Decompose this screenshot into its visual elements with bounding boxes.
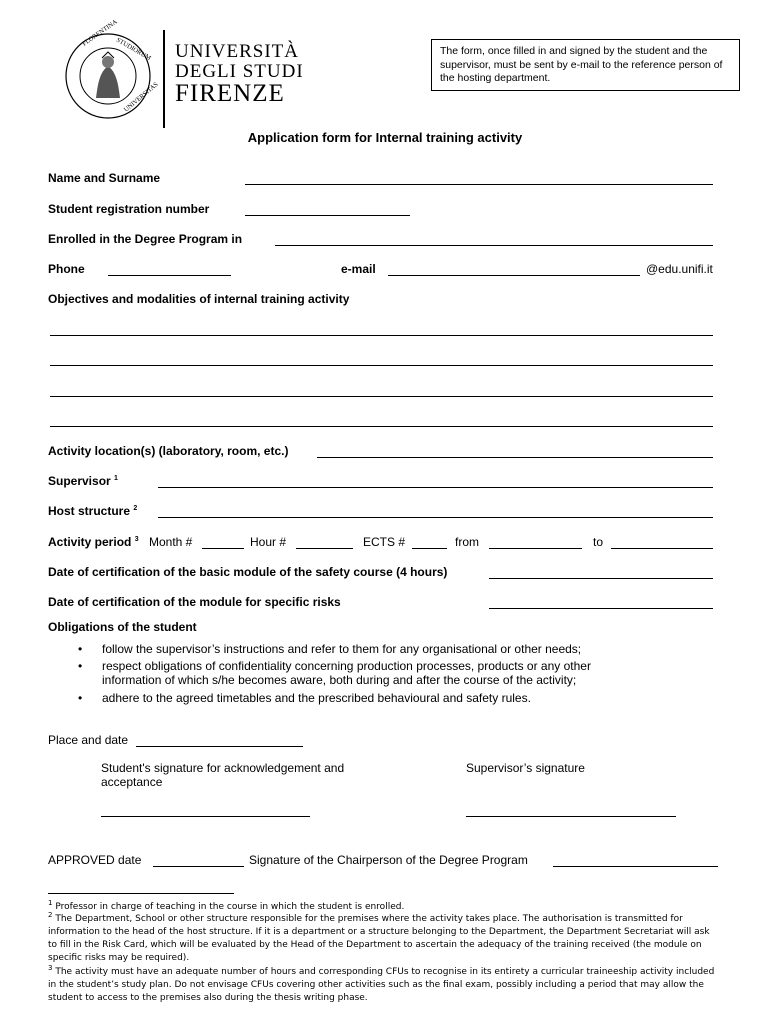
objectives-line-3[interactable]	[50, 396, 713, 397]
supervisor-field[interactable]	[158, 487, 713, 488]
place-date-label: Place and date	[48, 733, 129, 747]
university-name-line2: DEGLI STUDI	[175, 61, 304, 82]
ects-label: ECTS #	[363, 535, 406, 549]
degree-field[interactable]	[275, 245, 713, 246]
footnote-3: $^3$ The activity must have an adequate number of hours and corresponding CFUs to recognise in its entirety a curricular traineeship activity included in the student’s study plan. Do not envisage CFUs covering other activities such as the final exam, possibly including a period that may allow the student to access to the premises also during the thesis writing phase.	[48, 964, 715, 1003]
approved-date-field[interactable]	[153, 866, 244, 867]
to-label: to	[593, 535, 604, 549]
obligation-item: respect obligations of confidentiality concerning production processes, products or any other information of which s/he becomes aware, both during and after the course of the activity;	[102, 659, 591, 687]
email-label: e-mail	[341, 262, 376, 276]
ects-field[interactable]	[412, 548, 447, 549]
email-field[interactable]	[388, 275, 640, 276]
name-field[interactable]	[245, 184, 713, 185]
obligation-item: follow the supervisor’s instructions and refer to them for any organisational or other needs;	[102, 642, 582, 656]
safety-specific-field[interactable]	[489, 608, 713, 609]
form-title: Application form for Internal training activity	[247, 130, 523, 145]
degree-label: Enrolled in the Degree Program in	[48, 232, 243, 246]
bullet: •	[78, 659, 83, 673]
student-signature-label: Student's signature for acknowledgement and acceptance	[101, 761, 345, 789]
name-label: Name and Surname	[48, 171, 161, 185]
location-field[interactable]	[317, 457, 713, 458]
objectives-line-1[interactable]	[50, 335, 713, 336]
registration-field[interactable]	[245, 215, 410, 216]
safety-basic-field[interactable]	[489, 578, 713, 579]
hour-field[interactable]	[296, 548, 353, 549]
bullet: •	[78, 642, 83, 656]
university-seal-icon	[64, 18, 160, 120]
chair-signature-field[interactable]	[553, 866, 718, 867]
host-field[interactable]	[158, 517, 713, 518]
supervisor-signature-field[interactable]	[466, 816, 676, 817]
registration-label: Student registration number	[48, 202, 210, 216]
safety-specific-label: Date of certification of the module for specific risks	[48, 595, 341, 609]
supervisor-footnote-ref: 1	[114, 475, 118, 482]
to-date-field[interactable]	[611, 548, 713, 549]
safety-basic-label: Date of certification of the basic module of the safety course (4 hours)	[48, 565, 448, 579]
submission-notice: The form, once filled in and signed by the student and the supervisor, must be sent by e-mail to the reference person of the hosting department.	[431, 39, 740, 91]
footnote-2: $^2$ The Department, School or other structure responsible for the premises where the activity takes place. The authorisation is transmitted for information to the head of the host structure. If it is a department or a structure belonging to the Department, the Department Secretariat will ask to fill in the Risk Card, which will be evaluated by the Head of the Department to ascertain the adequacy of the training received (the module on specific risks may be required).	[48, 911, 710, 963]
place-date-field[interactable]	[136, 746, 303, 747]
footnote-separator	[48, 893, 234, 894]
header-divider	[163, 30, 165, 128]
student-signature-field[interactable]	[101, 816, 310, 817]
host-label: Host structure $^2$	[48, 504, 138, 518]
phone-field[interactable]	[108, 275, 231, 276]
objectives-line-4[interactable]	[50, 426, 713, 427]
university-name-line1: UNIVERSITÀ	[175, 41, 299, 62]
location-label: Activity location(s) (laboratory, room, etc.)	[48, 444, 289, 458]
month-field[interactable]	[202, 548, 244, 549]
university-name-line3: FIRENZE	[175, 80, 285, 107]
period-label: Activity period $^3$	[48, 535, 139, 549]
month-label: Month #	[149, 535, 193, 549]
svg-text:FLORENTINA: FLORENTINA	[81, 18, 119, 48]
footnote-1: $^1$ Professor in charge of teaching in the course in which the student is enrolled.	[48, 899, 405, 912]
obligations-title: Obligations of the student	[48, 620, 197, 634]
svg-text:UNIVERSITAS: UNIVERSITAS	[122, 81, 160, 114]
objectives-label: Objectives and modalities of internal training activity	[48, 292, 350, 306]
approved-date-label: APPROVED date	[48, 853, 142, 867]
from-label: from	[455, 535, 479, 549]
from-date-field[interactable]	[489, 548, 582, 549]
email-domain: @edu.unifi.it	[646, 262, 713, 276]
host-footnote-ref: 2	[133, 505, 138, 512]
hour-label: Hour #	[250, 535, 287, 549]
objectives-line-2[interactable]	[50, 365, 713, 366]
phone-label: Phone	[48, 262, 85, 276]
supervisor-label: Supervisor $^1$	[48, 474, 118, 488]
obligation-item: adhere to the agreed timetables and the prescribed behavioural and safety rules.	[102, 691, 531, 705]
period-footnote-ref: 3	[134, 536, 139, 543]
chair-signature-label: Signature of the Chairperson of the Degree Program	[249, 853, 528, 867]
bullet: •	[78, 691, 83, 705]
svg-text:STUDIORUM: STUDIORUM	[115, 36, 152, 63]
supervisor-signature-label: Supervisor’s signature	[466, 761, 585, 775]
